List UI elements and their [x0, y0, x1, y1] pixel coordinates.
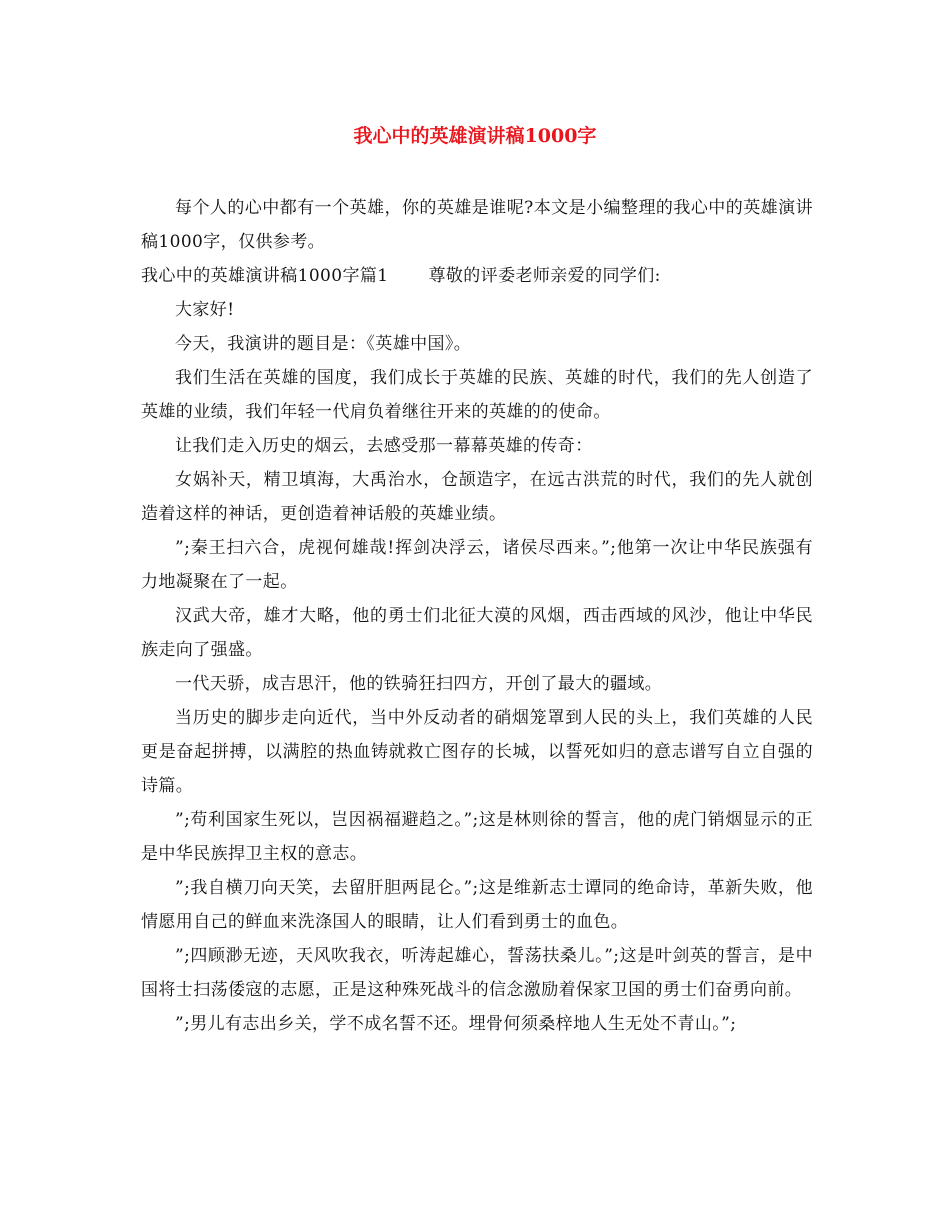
- body-paragraph: ”;秦王扫六合，虎视何雄哉!挥剑决浮云，诸侯尽西来。”;他第一次让中华民族强有力地凝聚在了一起。: [141, 538, 813, 592]
- body-paragraph: 今天，我演讲的题目是：《英雄中国》。: [175, 334, 472, 354]
- body-paragraph: ”;我自横刀向天笑，去留肝胆两昆仑。”;这是维新志士谭同的绝命诗，革新失败，他情愿用自己的鲜血来洗涤国人的眼睛，让人们看到勇士的血色。: [141, 878, 813, 932]
- document-title: 我心中的英雄演讲稿1000字: [353, 125, 597, 147]
- section-heading: 我心中的英雄演讲稿1000字篇1: [141, 266, 389, 286]
- section-heading-line: [141, 259, 813, 293]
- body-paragraph: 一代天骄，成吉思汗，他的铁骑狂扫四方，开创了最大的疆域。: [175, 674, 663, 694]
- intro-paragraph: 每个人的心中都有一个英雄，你的英雄是谁呢?本文是小编整理的我心中的英雄演讲稿1000字，仅供参考。: [141, 198, 813, 252]
- body-paragraph: 当历史的脚步走向近代，当中外反动者的硝烟笼罩到人民的头上，我们英雄的人民更是奋起拼搏，以满腔的热血铸就救亡图存的长城，以誓死如归的意志谱写自立自强的诗篇。: [141, 708, 813, 796]
- body-paragraph: ”;四顾渺无迹，天风吹我衣，听涛起雄心，誓荡扶桑儿。”;这是叶剑英的誓言，是中国将士扫荡倭寇的志愿，正是这种殊死战斗的信念激励着保家卫国的勇士们奋勇向前。: [141, 946, 813, 1000]
- body-paragraph: 女娲补天，精卫填海，大禹治水，仓颉造字，在远古洪荒的时代，我们的先人就创造着这样的神话，更创造着神话般的英雄业绩。: [141, 470, 813, 524]
- body-paragraph: 我们生活在英雄的国度，我们成长于英雄的民族、英雄的时代，我们的先人创造了英雄的业绩，我们年轻一代肩负着继往开来的英雄的的使命。: [141, 368, 813, 422]
- body-paragraph: ”;男儿有志出乡关，学不成名誓不还。埋骨何须桑梓地人生无处不青山。”;: [175, 1014, 737, 1034]
- document-body: [141, 191, 813, 1041]
- body-paragraph: 汉武大帝，雄才大略，他的勇士们北征大漠的风烟，西击西域的风沙，他让中华民族走向了强盛。: [141, 606, 813, 660]
- salutation: 尊敬的评委老师亲爱的同学们:: [428, 266, 661, 286]
- body-paragraph: ”;苟利国家生死以，岂因祸福避趋之。”;这是林则徐的誓言，他的虎门销烟显示的正是中华民族捍卫主权的意志。: [141, 810, 813, 864]
- body-paragraph: 让我们走入历史的烟云，去感受那一幕幕英雄的传奇：: [175, 436, 593, 456]
- body-paragraph: 大家好!: [175, 300, 235, 320]
